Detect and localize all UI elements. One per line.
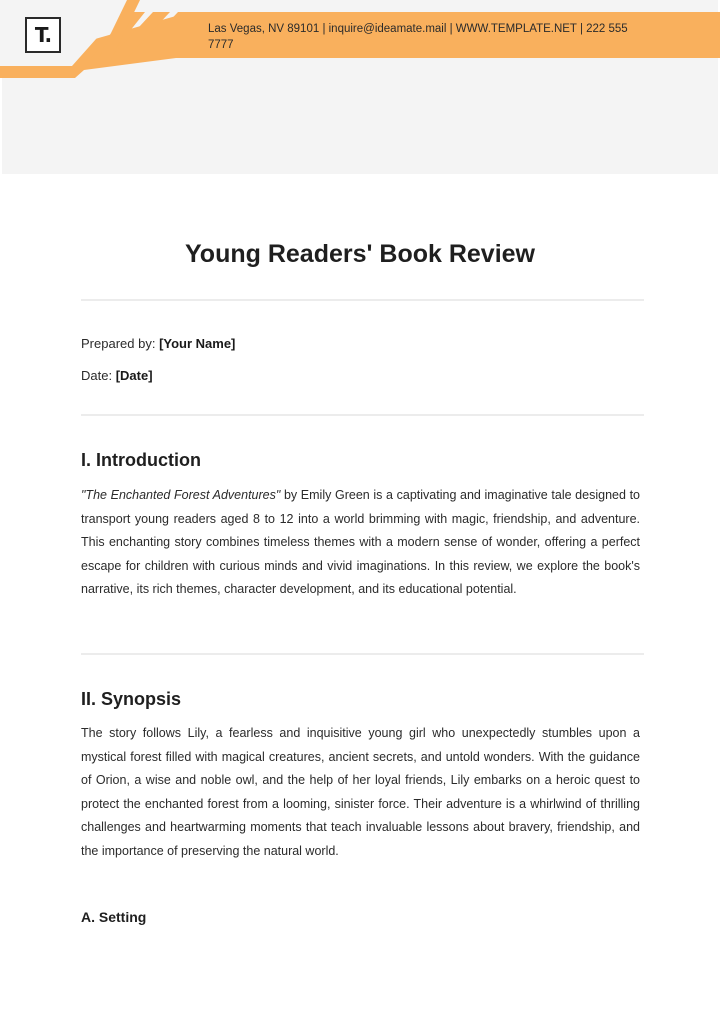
document-title: Young Readers' Book Review [184, 240, 535, 268]
logo-text: T. [34, 23, 52, 47]
divider [81, 299, 644, 301]
divider [81, 414, 644, 416]
synopsis-heading: II. Synopsis [81, 689, 182, 709]
company-logo [25, 17, 61, 53]
date-label: Date: [81, 368, 113, 383]
prepared-by-label: Prepared by: [81, 336, 156, 351]
book-title: "The Enchanted Forest Adventures" [81, 488, 281, 502]
introduction-heading: I. Introduction [81, 450, 201, 470]
prepared-by-value: [Your Name] [159, 336, 236, 351]
prepared-by [81, 336, 235, 351]
date-line [81, 368, 153, 383]
synopsis-paragraph: The story follows Lily, a fearless and inquisitive young girl who unexpectedly stumbles upon a mystical forest filled with magical creatures, ancient secrets, and untold wonders. With the guidance of Orion, a wise and noble owl, and the help of her loyal friends, Lily embarks on a heroic quest to protect the enchanted forest from a looming, sinister force. Their adventure is a whirlwind of thrilling challenges and heartwarming moments that teach invaluable lessons about bravery, friendship, and the importance of preserving the natural world. [81, 726, 640, 858]
contact-info: Las Vegas, NV 89101 | inquire@ideamate.mail | WWW.TEMPLATE.NET | 222 555 7777 [208, 23, 628, 51]
divider [81, 653, 644, 655]
setting-subheading: A. Setting [81, 909, 147, 925]
date-value: [Date] [115, 368, 153, 383]
introduction-paragraph [81, 484, 640, 602]
introduction-body: by Emily Green is a captivating and imaginative tale designed to transport young readers aged 8 to 12 into a world brimming with magic, friendship, and adventure. This enchanting story combines timeless themes with a modern sense of wonder, offering a perfect escape for children with curious minds and vivid imaginations. In this review, we explore the book's narrative, its rich themes, character development, and its educational potential. [81, 488, 640, 597]
